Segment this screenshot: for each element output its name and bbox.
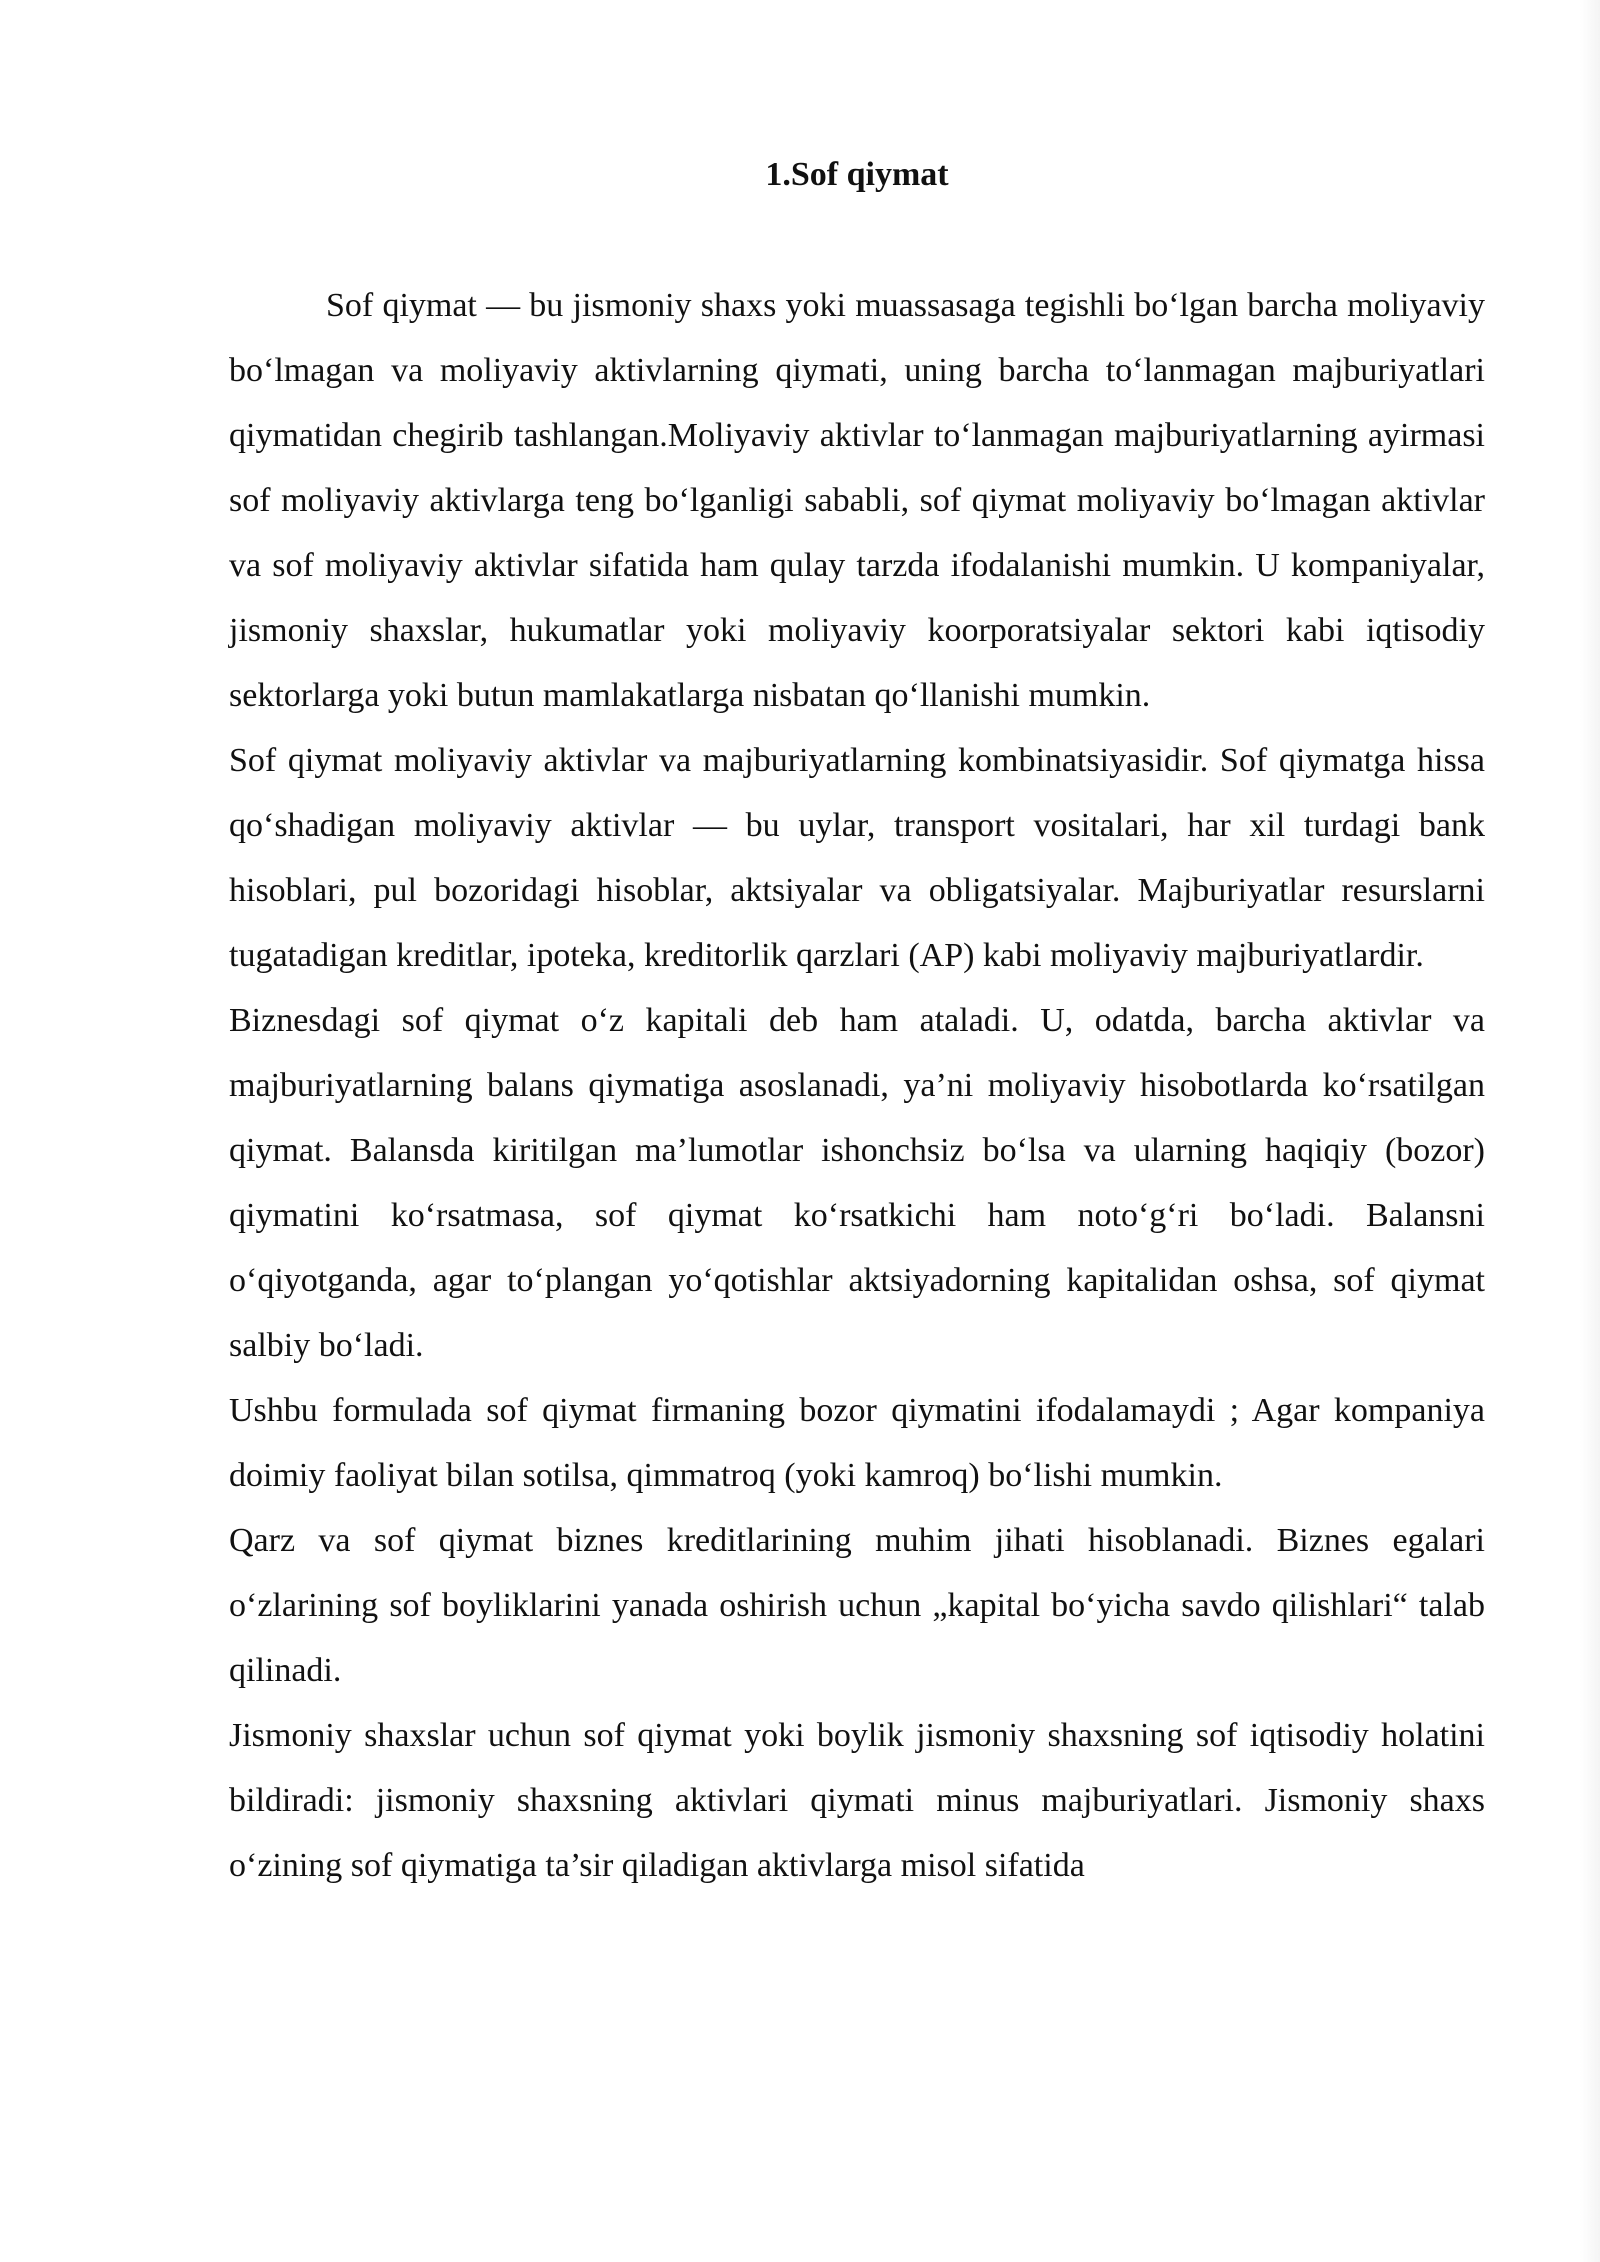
paragraph-debt: Qarz va sof qiymat biznes kreditlarining muhim jihati hisoblanadi. Biznes egalari o‘zlarining sof boyliklarini yanada oshirish uchun „kapital bo‘yicha savdo qilishlari“ talab qilinadi. — [229, 1522, 1485, 1689]
paragraph-formula: Ushbu formulada sof qiymat firmaning bozor qiymatini ifodalamaydi ; Agar kompaniya doimiy faoliyat bilan sotilsa, qimmatroq (yoki kamroq) bo‘lishi mumkin. — [229, 1392, 1485, 1494]
paragraph-individuals: Jismoniy shaxslar uchun sof qiymat yoki boylik jismoniy shaxsning sof iqtisodiy holatini bildiradi: jismoniy shaxsning aktivlari qiymati minus majburiyatlari. Jismoniy shaxs o‘zining sof qiymatiga ta’sir qiladigan aktivlarga misol sifatida — [229, 1717, 1485, 1884]
paragraph-composition: Sof qiymat moliyaviy aktivlar va majburiyatlarning kombinatsiyasidir. Sof qiymatga hissa qo‘shadigan moliyaviy aktivlar — bu uylar, transport vositalari, har xil turdagi bank hisoblari, pul bozoridagi hisoblar, aktsiyalar va obligatsiyalar. Majburiyatlar resurslarni tugatadigan kreditlar, ipoteka, kreditorlik qarzlari (AP) kabi moliyaviy majburiyatlardir. — [229, 742, 1485, 974]
document-body — [229, 273, 1485, 1898]
paragraph-business: Biznesdagi sof qiymat o‘z kapitali deb ham ataladi. U, odatda, barcha aktivlar va majburiyatlarning balans qiymatiga asoslanadi, ya’ni moliyaviy hisobotlarda ko‘rsatilgan qiymat. Balansda kiritilgan ma’lumotlar ishonchsiz bo‘lsa va ularning haqiqiy (bozor) qiymatini ko‘rsatmasa, sof qiymat ko‘rsatkichi ham noto‘g‘ri bo‘ladi. Balansni o‘qiyotganda, agar to‘plangan yo‘qotishlar aktsiyadorning kapitalidan oshsa, sof qiymat salbiy bo‘ladi. — [229, 1002, 1485, 1364]
paragraph-definition: Sof qiymat — bu jismoniy shaxs yoki muassasaga tegishli bo‘lgan barcha moliyaviy bo‘lmagan va moliyaviy aktivlarning qiymati, uning barcha to‘lanmagan majburiyatlari qiymatidan chegirib tashlangan.Moliyaviy aktivlar to‘lanmagan majburiyatlarning ayirmasi sof moliyaviy aktivlarga teng bo‘lganligi sababli, sof qiymat moliyaviy bo‘lmagan aktivlar va sof moliyaviy aktivlar sifatida ham qulay tarzda ifodalanishi mumkin. U kompaniyalar, jismoniy shaxslar, hukumatlar yoki moliyaviy koorporatsiyalar sektori kabi iqtisodiy sektorlarga yoki butun mamlakatlarga nisbatan qo‘llanishi mumkin. — [229, 287, 1485, 714]
page-edge-shadow — [1580, 0, 1600, 2262]
document-title: 1.Sof qiymat — [765, 156, 949, 193]
